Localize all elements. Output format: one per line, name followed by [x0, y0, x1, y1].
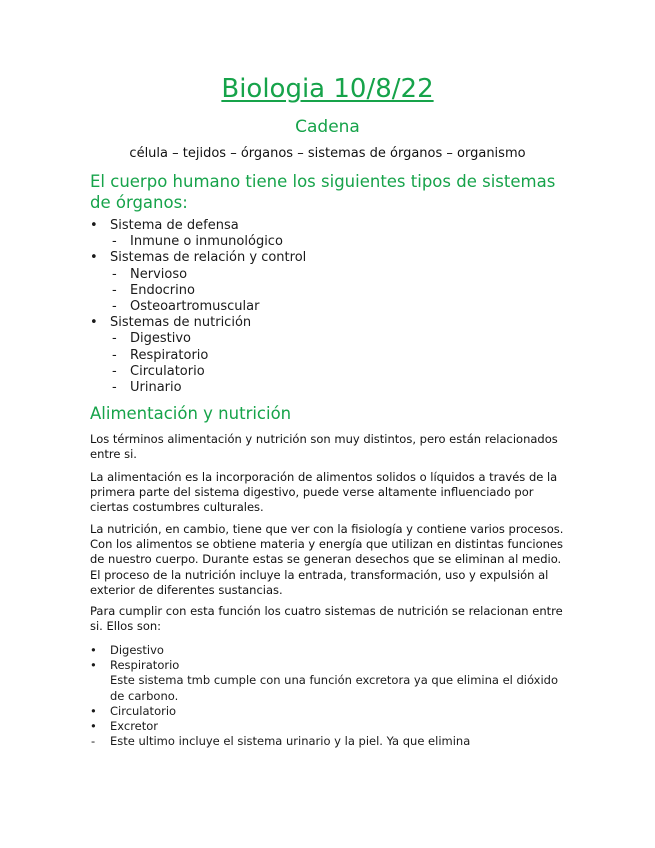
list-subitem: - Inmune o inmunológico [90, 234, 570, 250]
list-item: • Digestivo [90, 643, 572, 658]
list-subitem: - Circulatorio [90, 364, 570, 380]
list-item: • Sistema de defensa [90, 218, 570, 234]
list-item: • Sistemas de relación y control [90, 250, 570, 266]
list-subitem: - Endocrino [90, 283, 570, 299]
paragraph-intro: Los términos alimentación y nutrición son muy distintos, pero están relacionados entre si. [90, 432, 558, 462]
page-title: Biologia 10/8/22 [221, 74, 434, 104]
heading-nutrition: Alimentación y nutrición [90, 404, 292, 423]
section-subtitle: Cadena [295, 117, 360, 137]
list-item-label: Respiratorio [110, 658, 180, 673]
list-dash-item: - Este ultimo incluye el sistema urinario y la piel. Ya que elimina [90, 734, 572, 749]
list-subitem: - Nervioso [90, 267, 570, 283]
list-subitem: - Digestivo [90, 331, 570, 347]
list-item: • Sistemas de nutrición [90, 315, 570, 331]
list-item: • Circulatorio [90, 704, 572, 719]
list-item: • Excretor [90, 719, 572, 734]
organization-chain: célula – tejidos – órganos – sistemas de órganos – organismo [129, 146, 526, 161]
list-subitem: - Respiratorio [90, 348, 570, 364]
heading-organ-systems: El cuerpo humano tiene los siguientes tipos de sistemas de órganos: [90, 172, 556, 212]
list-subitem: - Urinario [90, 380, 570, 396]
list-item-note: Este sistema tmb cumple con una función excretora ya que elimina el dióxido de carbono. [110, 673, 559, 703]
paragraph-sistemas: Para cumplir con esta función los cuatro sistemas de nutrición se relacionan entre si. Ellos son: [90, 604, 563, 634]
organ-systems-list [90, 218, 570, 396]
list-item [90, 658, 572, 704]
list-subitem: - Osteoartromuscular [90, 299, 570, 315]
paragraph-alimentacion: La alimentación es la incorporación de alimentos solidos o líquidos a través de la primera parte del sistema digestivo, puede verse altamente influenciado por ciertas costumbres culturales. [90, 470, 558, 515]
paragraph-nutricion: La nutrición, en cambio, tiene que ver con la fisiología y contiene varios procesos. Con los alimentos se obtiene materia y energía que utilizan en distintas funciones de nuestro cuerpo. Durante estas se generan desechos que se eliminan al medio. El proceso de la nutrición incluye la entrada, transformación, uso y expulsión al exterior de diferentes sustancias. [90, 522, 564, 597]
nutrition-systems-list [90, 643, 572, 749]
